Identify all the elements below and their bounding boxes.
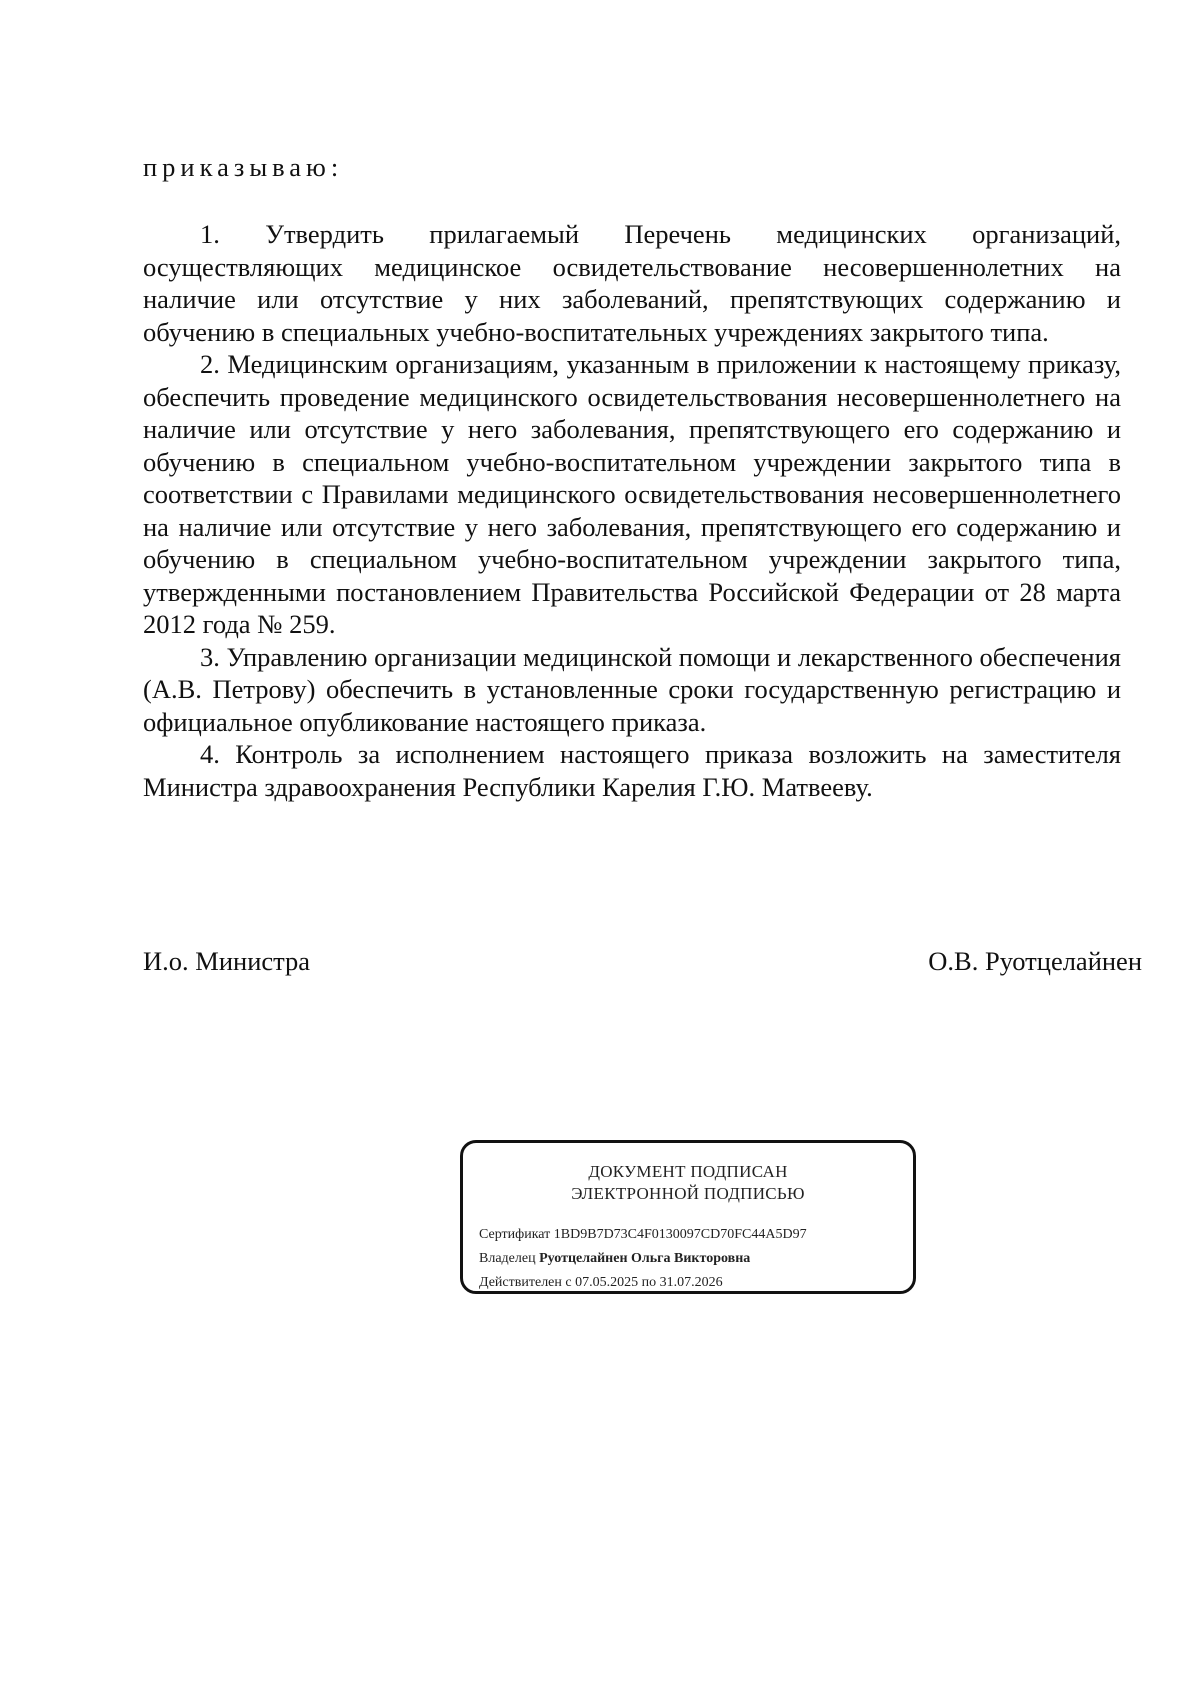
stamp-title [463,1161,913,1205]
stamp-owner-line [479,1247,807,1271]
signatory-name: О.В. Руотцелайнен [928,946,1142,976]
stamp-title-line-2: ЭЛЕКТРОННОЙ ПОДПИСЬЮ [571,1184,805,1203]
stamp-details [479,1223,807,1295]
stamp-title-line-1: ДОКУМЕНТ ПОДПИСАН [588,1162,788,1181]
order-points [143,218,1121,803]
stamp-certificate-value: 1BD9B7D73C4F0130097CD70FC44A5D97 [553,1227,807,1242]
stamp-certificate-line [479,1223,807,1247]
stamp-validity-line: Действителен с 07.05.2025 по 31.07.2026 [479,1275,723,1290]
stamp-certificate-label: Сертификат [479,1227,551,1242]
orders-word: приказываю: [143,152,344,182]
signature-row [143,945,1142,977]
signatory-title: И.о. Министра [143,946,311,976]
order-point-2: 2. Медицинским организациям, указанным в приложении к настоящему приказу, обеспечить проведение медицинского освидетельствования несовершеннолетнего на наличие или отсутствие у него заболевания, препятствующего его содержанию и обучению в специальном учебно-воспитательном учреждении закрытого типа в соответствии с Правилами медицинского освидетельствования несовершеннолетнего на наличие или отсутствие у него заболевания, препятствующего его содержанию и обучению в специальном учебно-воспитательном учреждении закрытого типа, утвержденными постановлением Правительства Российской Федерации от 28 марта 2012 года № 259. [143,349,1121,639]
order-point-3: 3. Управлению организации медицинской помощи и лекарственного обеспечения (А.В. Петрову) обеспечить в установленные сроки государственную регистрацию и официальное опубликование настоящего приказа. [143,641,1121,737]
order-point-1: 1. Утвердить прилагаемый Перечень медицинских организаций, осуществляющих медицинское освидетельствование несовершеннолетних на наличие или отсутствие у них заболеваний, препятствующих содержанию и обучению в специальных учебно-воспитательных учреждениях закрытого типа. [143,219,1121,347]
order-point-4: 4. Контроль за исполнением настоящего приказа возложить на заместителя Министра здравоохранения Республики Карелия Г.Ю. Матвееву. [143,739,1121,802]
stamp-owner-label: Владелец [479,1251,536,1266]
electronic-signature-stamp [460,1140,916,1294]
stamp-owner-value: Руотцелайнен Ольга Викторовна [539,1251,751,1266]
